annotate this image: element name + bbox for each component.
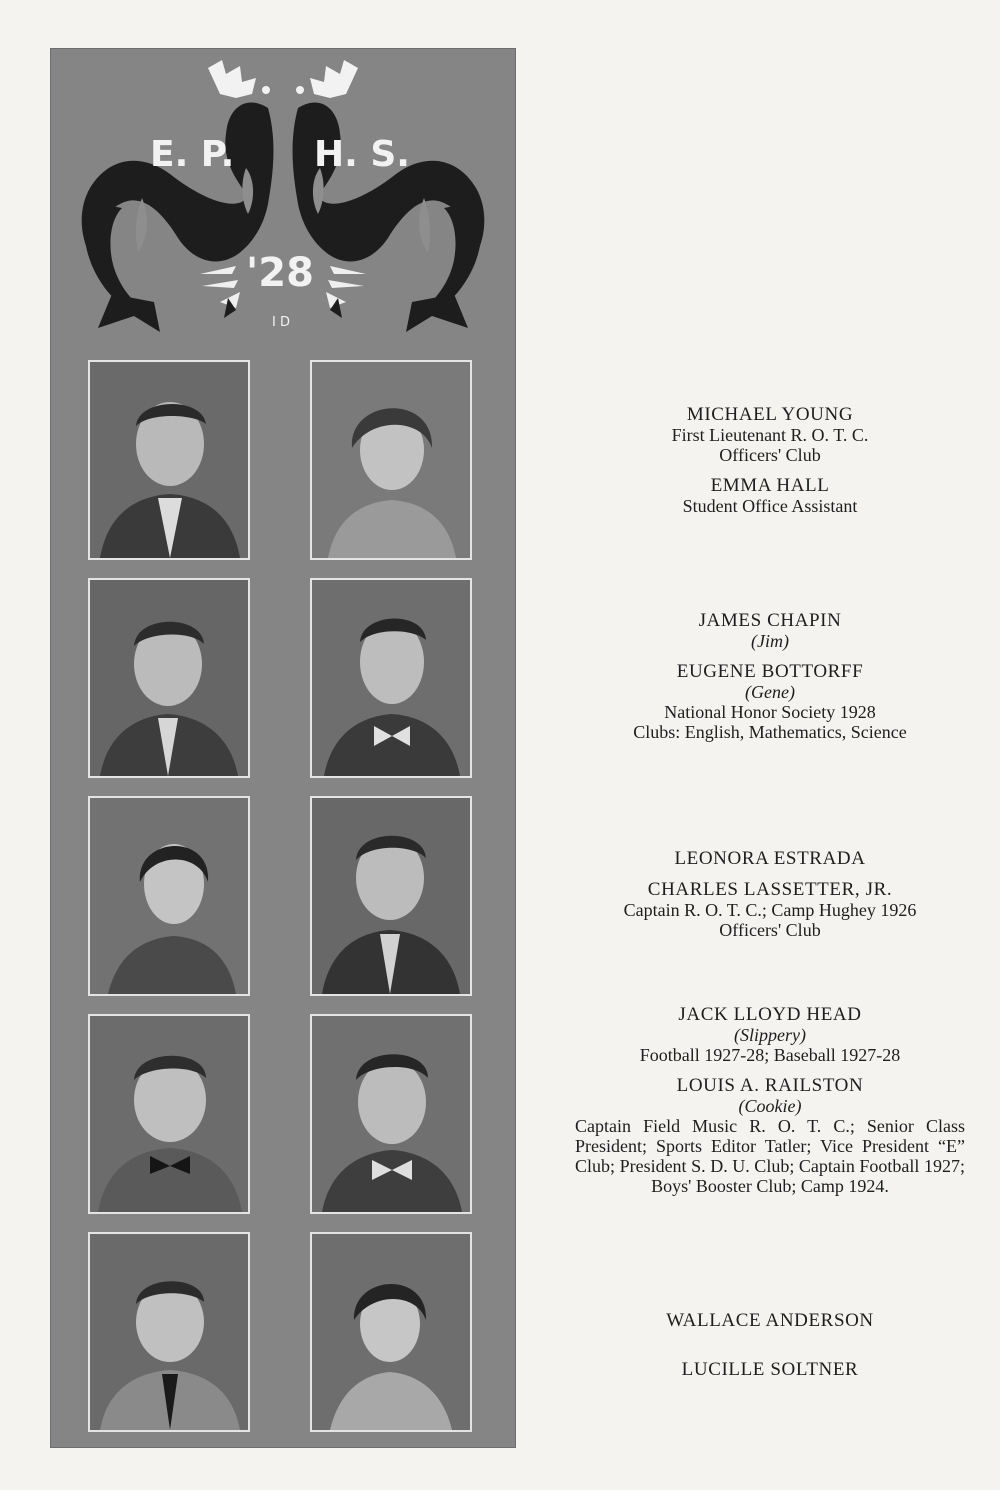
portrait-michael-young xyxy=(88,360,250,560)
student-name: WALLACE ANDERSON xyxy=(666,1310,874,1331)
portrait-louis-railston xyxy=(310,1014,472,1214)
portrait-jack-lloyd-head xyxy=(88,1014,250,1214)
student-entry xyxy=(560,879,980,940)
banner-right-letters: H. S. xyxy=(314,134,410,175)
rooster-emblem xyxy=(50,48,516,348)
student-nickname: (Gene) xyxy=(745,682,795,702)
student-detail: Student Office Assistant xyxy=(682,496,858,516)
entry-group-5 xyxy=(560,1310,980,1390)
student-entry xyxy=(560,661,980,742)
student-entry xyxy=(560,1359,980,1380)
student-name: LUCILLE SOLTNER xyxy=(681,1359,859,1380)
student-nickname: (Jim) xyxy=(751,631,789,651)
student-name: LOUIS A. RAILSTON xyxy=(676,1075,864,1096)
student-nickname: (Slippery) xyxy=(734,1025,806,1045)
student-entry xyxy=(560,610,980,651)
portrait-james-chapin xyxy=(88,578,250,778)
student-detail: Captain Field Music R. O. T. C.; Senior Class President; Sports Editor Tatler; Vice President “E” Club; President S. D. U. Club; Captain Football 1927; Boys' Booster Club; Camp 1924. xyxy=(575,1116,965,1196)
student-entry xyxy=(560,475,980,516)
student-name: CHARLES LASSETTER, JR. xyxy=(647,879,893,900)
student-entry xyxy=(560,848,980,869)
portrait-wallace-anderson xyxy=(88,1232,250,1432)
student-detail: Clubs: English, Mathematics, Science xyxy=(633,722,907,742)
banner-left-letters: E. P. xyxy=(150,134,235,175)
portrait-panel xyxy=(50,48,516,1448)
student-detail: Officers' Club xyxy=(719,445,821,465)
student-detail: Captain R. O. T. C.; Camp Hughey 1926 xyxy=(623,900,917,920)
portrait-eugene-bottorff xyxy=(310,578,472,778)
student-detail: Football 1927-28; Baseball 1927-28 xyxy=(639,1045,901,1065)
student-nickname: (Cookie) xyxy=(738,1096,802,1116)
portrait-emma-hall xyxy=(310,360,472,560)
student-entry xyxy=(560,1004,980,1065)
portrait-leonora-estrada xyxy=(88,796,250,996)
portrait-lucille-soltner xyxy=(310,1232,472,1432)
student-name: MICHAEL YOUNG xyxy=(686,404,854,425)
student-detail: National Honor Society 1928 xyxy=(664,702,876,722)
student-name: EMMA HALL xyxy=(710,475,830,496)
banner-year: '28 xyxy=(246,250,314,296)
student-detail: First Lieutenant R. O. T. C. xyxy=(671,425,869,445)
entry-group-4 xyxy=(560,1004,980,1206)
class-banner xyxy=(50,48,516,348)
student-name: EUGENE BOTTORFF xyxy=(676,661,864,682)
student-entry xyxy=(560,1075,980,1196)
student-detail: Officers' Club xyxy=(719,920,821,940)
student-name: JAMES CHAPIN xyxy=(698,610,842,631)
student-entry xyxy=(560,1310,980,1331)
student-name: LEONORA ESTRADA xyxy=(674,848,866,869)
entry-group-3 xyxy=(560,848,980,950)
entry-group-1 xyxy=(560,404,980,526)
portrait-charles-lassetter xyxy=(310,796,472,996)
student-entry xyxy=(560,404,980,465)
banner-signature: I D xyxy=(272,315,290,330)
student-name: JACK LLOYD HEAD xyxy=(678,1004,862,1025)
entry-group-2 xyxy=(560,610,980,752)
